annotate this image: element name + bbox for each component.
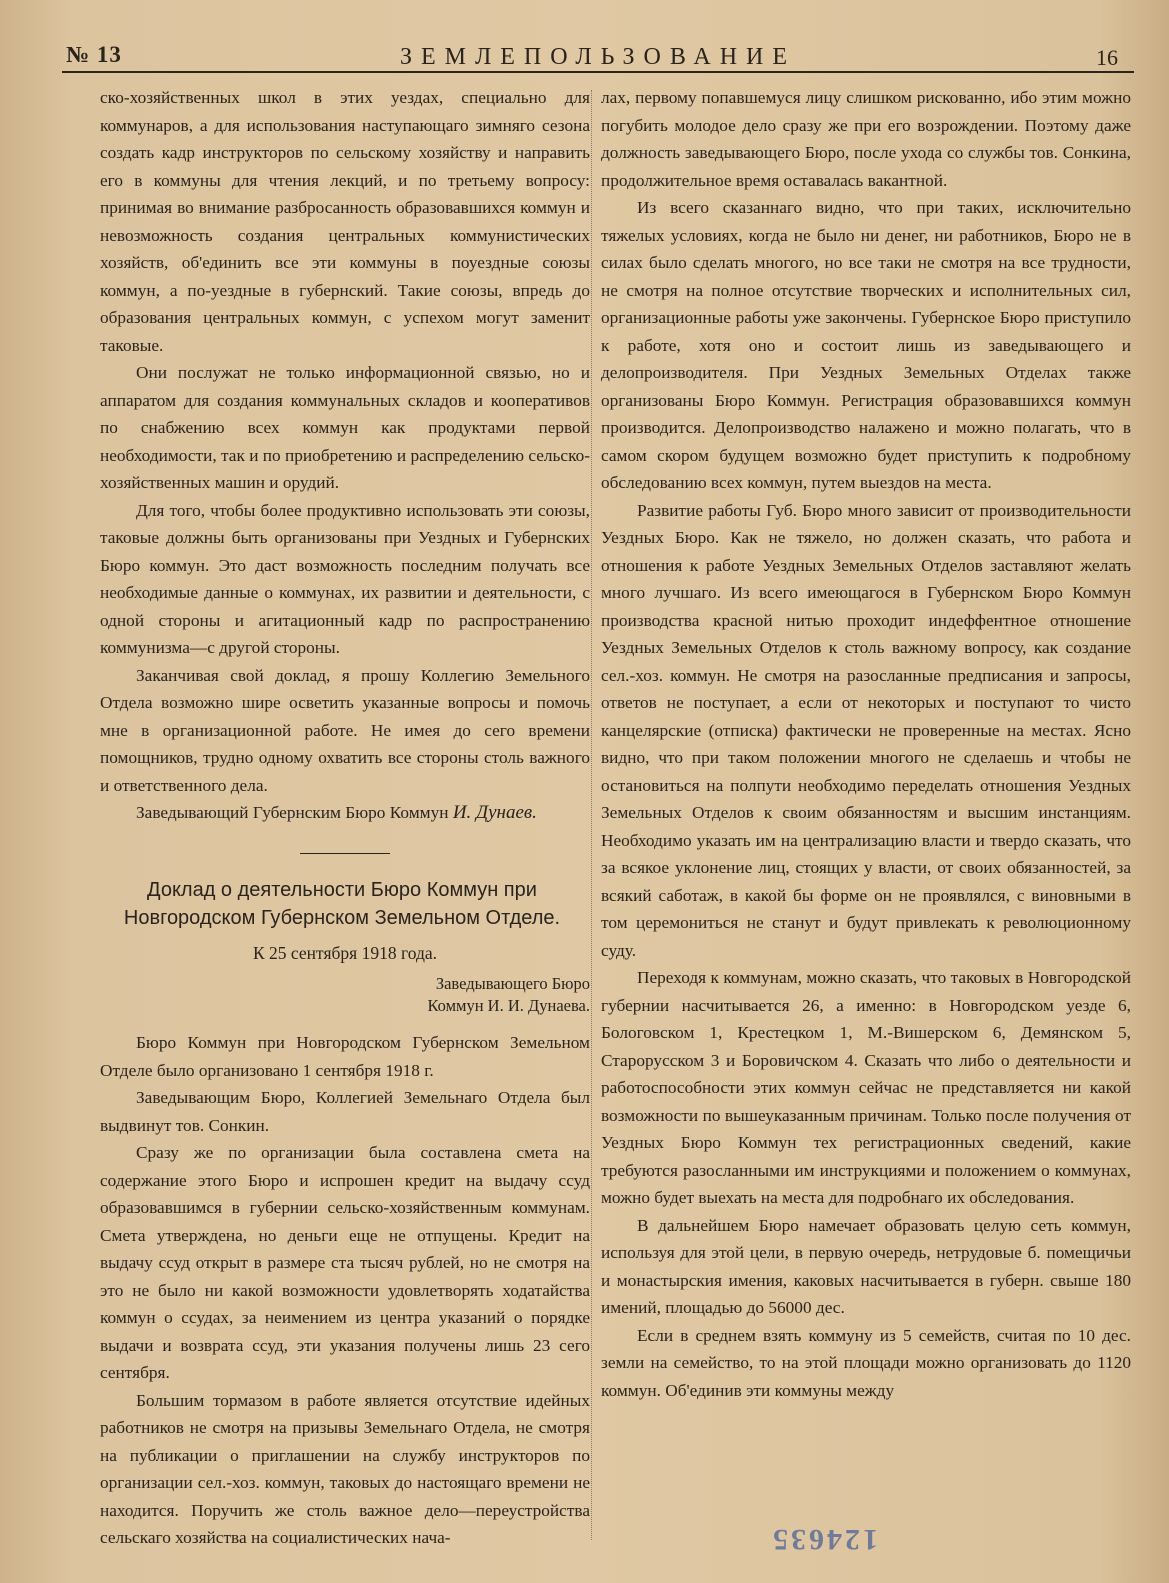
article-author [100,973,590,1017]
signature-text: Заведывающий Губернским Бюро Коммун [136,803,449,822]
paragraph: Сразу же по организации была составлена смета на содержание этого Бюро и испрошен кредит на выдачу ссуд образовавшимся в губернии сельско-хозяйственным коммунам. Смета утверждена, но деньги еще не отпущены. Кредит на выдачу ссуд открыт в размере ста тысяч рублей, но не смотря на это не было ни какой возможности удовлетворять ходатайства коммун о ссудах, за неимением из центра указаний о порядке выдачи и возврата ссуд, эти указания получены лишь 23 сего сентября. [100,1143,590,1382]
paragraph: Заканчивая свой доклад, я прошу Коллегию Земельного Отдела возможно шире осветить указанные вопросы и помочь мне в организационной работе. Не имея до сего времени помощников, трудно одному охватить все стороны столь важного и ответственного дела. [100,665,590,795]
paragraph: Развитие работы Губ. Бюро много зависит от производительности Уездных Бюро. Как не тяжело, но должен сказать, что работа и отношения к работе Уездных Земельных Отделов заставляют желать много лучшаго. Из всего имеющагося в Губернском Бюро Коммун производства красной нитью проходит индеффентное отношение Уездных Земельных Отделов к столь важному вопросу, как создание сел.-хоз. коммун. Не смотря на разосланные предписания и запросы, ответов не поступает, а если от некоторых и поступают то чисто канцелярские (отписка) фактически не проверенные на местах. Ясно видно, что при таком положении многого не сделаешь и чтобы не остановиться на полпути необходимо переделать отношения Уездных Земельных Отделов к своим обязанностям и высшим инстанциям. Необходимо указать им на централизацию власти и твердо сказать, что за всякое уклонение лиц, стоящих у власти, от своих обязанностей, за всякий саботаж, в какой бы форме он не проявлялся, с виновными в том церемониться не станут и будут привлекать к революционному суду. [601,500,1131,960]
paragraph: лах, первому попавшемуся лицу слишком рискованно, ибо этим можно погубить молодое дело сразу же при его возрождении. Поэтому даже должность заведывающего Бюро, после ухода со службы тов. Сонкина, продолжительное время оставалась вакантной. [601,88,1131,190]
right-column [601,84,1131,1404]
article-title: Доклад о деятельности Бюро Коммун при Новгородском Губернском Земельном Отделе. [123,878,561,929]
paragraph: Переходя к коммунам, можно сказать, что таковых в Новгородской губернии насчитывается 26, а именно: в Новгородском уезде 6, Бологовском 1, Крестецком 1, М.-Вишерском 6, Демянском 5, Старорусском 3 и Боровичском 4. Сказать что либо о деятельности и работоспособности этих коммун сейчас не представляется ни какой возможности по вышеуказанным причинам. Только после получения от Уездных Бюро Коммун тех регистрационных сведений, какие требуются разосланными им инструкциями и положением о коммунах, можно будет выехать на места для подробнаго их обследования. [601,968,1131,1207]
author-line: Коммун И. И. Дунаева. [427,996,590,1015]
signature-line [100,799,590,827]
paragraph: В дальнейшем Бюро намечает образовать целую сеть коммун, используя для этой цели, в первую очередь, нетрудовые б. помещичьи и монастырския имения, каковых насчитывается в губерн. свыше 180 имений, площадью до 56000 дес. [601,1215,1131,1317]
paragraph: Заведывающим Бюро, Коллегией Земельнаго Отдела был выдвинут тов. Сонкин. [100,1088,590,1135]
left-column [100,84,590,1552]
column-divider [591,90,592,1540]
inventory-stamp: 124635 [770,1523,878,1556]
paragraph: Они послужат не только информационной связью, но и аппаратом для создания коммунальных складов и кооперативов по снабжению всех коммун как продуктами первой необходимости, так и по приобретению и распределению сельско-хозяйственных машин и орудий. [100,363,590,492]
paragraph: Для того, чтобы более продуктивно использовать эти союзы, таковые должны быть организованы при Уездных и Губернских Бюро коммун. Это даст возможность последним получать все необходимые данные о коммунах, их развитии и деятельности, с одной стороны и агитационный кадр по распространению коммунизма—с другой стороны. [100,500,590,657]
header-rule [62,71,1134,73]
paragraph: Если в среднем взять коммуну из 5 семейств, считая по 10 дес. земли на семейство, то на этой площади можно организовать до 1120 коммун. Об'единив эти коммуны между [601,1325,1131,1400]
page-number: 16 [1096,45,1118,70]
paragraph: Из всего сказаннаго видно, что при таких, исключительно тяжелых условиях, когда не было ни денег, ни работников, Бюро не в силах было сделать многого, но все таки не смотря на все трудности, не смотря на полное отсутствие творческих и исполнительных сил, организационные работы уже закончены. Губернское Бюро приступило к работе, хотя оно и состоит лишь из заведывающего и делопроизводителя. При Уездных Земельных Отделах также организованы Бюро Коммун. Регистрация образовавшихся коммун производится. Делопроизводство налажено и можно полагать, что в самом скором будущем возможно будет приступить к подробному обследованию всех коммун, путем выездов на места. [601,198,1131,492]
paragraph: ско-хозяйственных школ в этих уездах, специально для коммунаров, а для использования наступающаго зимняго сезона создать кадр инструкторов по сельскому хозяйству и направить его в коммуны для чтения лекций, и по третьему вопросу: принимая во внимание разбросанность образовавшихся коммун и невозможность создания центральных коммунистических хозяйств, об'единить все эти коммуны в поуездные союзы коммун, а по-уездные в губернский. Такие союзы, впредь до образования центральных коммун, с успехом могут заменит таковые. [100,88,590,355]
paragraph: Большим тормазом в работе является отсутствие идейных работников не смотря на призывы Земельнаго Отдела, не смотря на публикации о приглашении на службу инструкторов по организации сел.-хоз. коммун, таковых до настоящаго времени не находится. Поручить же столь важное дело—переустройства сельскаго хозяйства на социалистических нача- [100,1390,590,1547]
paragraph: Бюро Коммун при Новгородском Губернском Земельном Отделе было организовано 1 сентября 1918 г. [100,1033,590,1080]
signature-name: И. Дунаев. [452,802,537,823]
section-divider [300,853,390,854]
article-date: К 25 сентября 1918 года. [253,942,437,963]
publication-title: ЗЕМЛЕПОЛЬЗОВАНИЕ [399,44,797,70]
issue-number: № 13 [66,42,122,67]
author-line: Заведывающего Бюро [435,974,590,993]
